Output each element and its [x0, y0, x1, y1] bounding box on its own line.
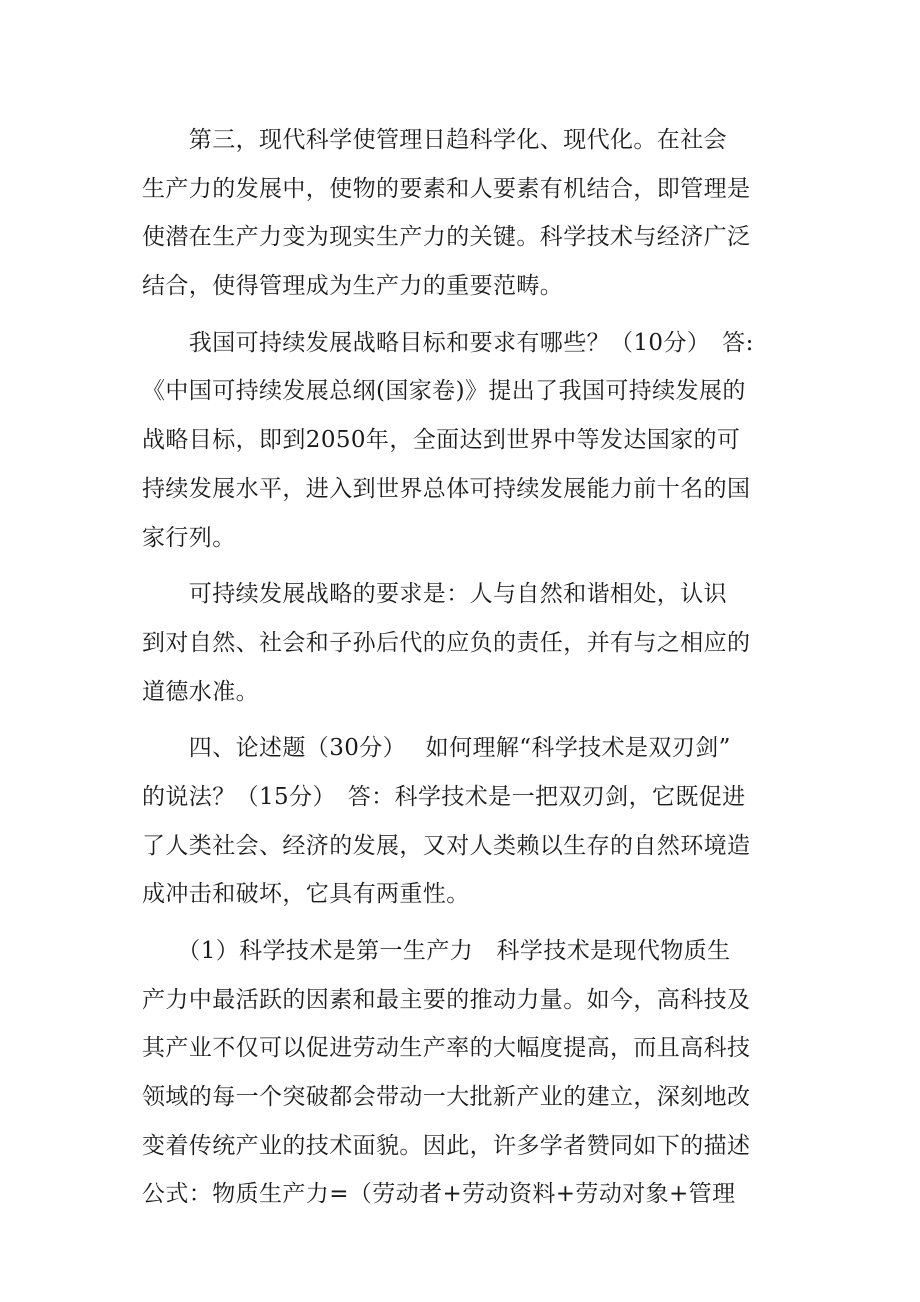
text-line: 其产业不仅可以促进劳动生产率的大幅度提高，而且高科技 — [142, 1035, 751, 1062]
text-line: 了人类社会、经济的发展，又对人类赖以生存的自然环境造 — [142, 832, 751, 859]
paragraph-sustainable-goals — [142, 319, 782, 562]
text-line: （1）科学技术是第一生产力 科学技术是现代物质生 — [142, 938, 731, 964]
text-line: 生产力的发展中，使物的要素和人要素有机结合，即管理是 — [142, 175, 751, 202]
text-line: 持续发展水平，进入到世界总体可持续发展能力前十名的国 — [142, 475, 751, 502]
document-body — [142, 116, 782, 1219]
text-line: 战略目标，即到2050年，全面达到世界中等发达国家的可 — [142, 427, 741, 454]
text-line: 的说法？（15分） 答：科学技术是一把双刃剑，它既促进 — [142, 783, 746, 810]
text-line: 使潜在生产力变为现实生产力的关键。科学技术与经济广泛 — [142, 224, 751, 251]
text-line: 道德水准。 — [142, 678, 259, 705]
paragraph-gap — [142, 562, 782, 570]
text-line: 结合，使得管理成为生产力的重要范畴。 — [142, 273, 564, 300]
text-line: 到对自然、社会和子孙后代的应负的责任，并有与之相应的 — [142, 629, 751, 656]
text-line: 第三，现代科学使管理日趋科学化、现代化。在社会 — [142, 127, 727, 153]
text-line: 四、论述题（30分） 如何理解“科学技术是双刃剑” — [142, 735, 731, 762]
text-line: 成冲击和破坏，它具有两重性。 — [142, 881, 470, 908]
paragraph-first-productivity — [142, 927, 782, 1219]
paragraph-gap — [142, 716, 782, 724]
text-line: 我国可持续发展战略目标和要求有哪些？（10分） 答: — [142, 329, 754, 356]
paragraph-sustainable-requirements — [142, 570, 782, 716]
text-line: 公式：物质生产力=（劳动者+劳动资料+劳动对象+管理 — [142, 1181, 736, 1208]
text-line: 产力中最活跃的因素和最主要的推动力量。如今，高科技及 — [142, 986, 751, 1013]
paragraph-management — [142, 116, 782, 311]
paragraph-gap — [142, 919, 782, 927]
text-line: 家行列。 — [142, 524, 236, 551]
text-line: 《中国可持续发展总纲(国家卷)》提出了我国可持续发展的 — [142, 378, 746, 405]
paragraph-gap — [142, 311, 782, 319]
paragraph-essay-question — [142, 724, 782, 919]
text-line: 领域的每一个突破都会带动一大批新产业的建立，深刻地改 — [142, 1084, 751, 1111]
text-line: 可持续发展战略的要求是：人与自然和谐相处，认识 — [142, 581, 727, 608]
text-line: 变着传统产业的技术面貌。因此，许多学者赞同如下的描述 — [142, 1132, 751, 1159]
